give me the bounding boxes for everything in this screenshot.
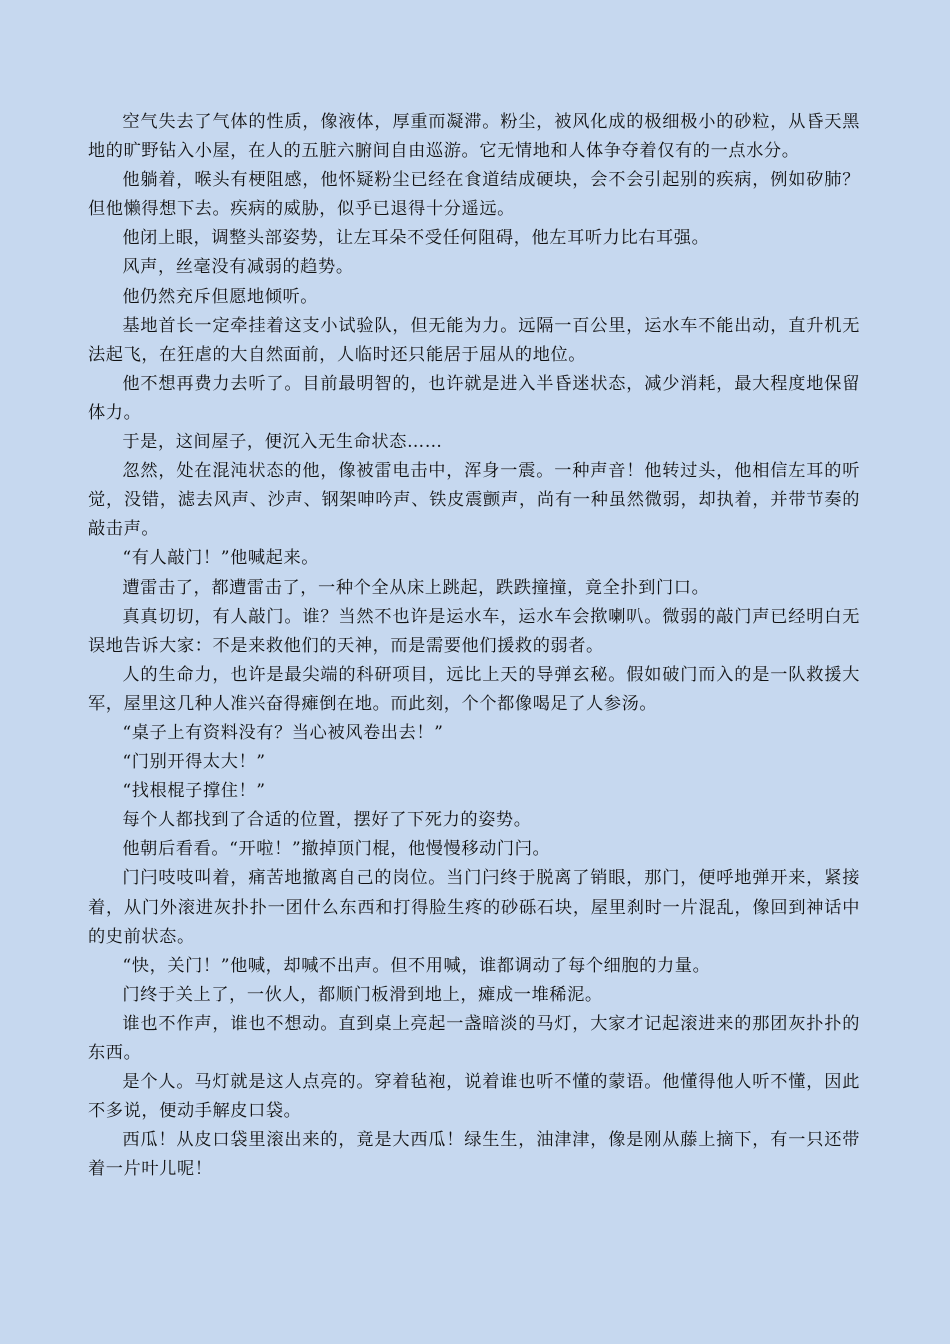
paragraph-24: 西瓜！从皮口袋里滚出来的，竟是大西瓜！绿生生，油津津，像是刚从藤上摘下，有一只还带着一片叶儿呢！ bbox=[88, 1130, 860, 1180]
paragraph-1: 空气失去了气体的性质，像液体，厚重而凝滞。粉尘，被风化成的极细极小的砂粒，从昏天黑地的旷野钻入小屋，在人的五脏六腑间自由巡游。它无情地和人体争夺着仅有的一点水分。 bbox=[88, 112, 860, 162]
paragraph-13: 人的生命力，也许是最尖端的科研项目，远比上天的导弹玄秘。假如破门而入的是一队救援大军，屋里这几种人准兴奋得瘫倒在地。而此刻，个个都像喝足了人参汤。 bbox=[88, 664, 860, 714]
document-body bbox=[88, 108, 860, 1184]
paragraph-16: “找根棍子撑住！” bbox=[122, 781, 266, 802]
paragraph-14: “桌子上有资料没有？当心被风卷出去！” bbox=[122, 722, 444, 743]
paragraph-19: 门闩吱吱叫着，痛苦地撤离自己的岗位。当门闩终于脱离了销眼，那门，便呼地弹开来，紧接着，从门外滚进灰扑扑一团什么东西和打得脸生疼的砂砾石块，屋里刹时一片混乱，像回到神话中的史前状态。 bbox=[88, 868, 860, 947]
paragraph-20: “快，关门！”他喊，却喊不出声。但不用喊，谁都调动了每个细胞的力量。 bbox=[122, 955, 711, 976]
paragraph-21: 门终于关上了，一伙人，都顺门板滑到地上，瘫成一堆稀泥。 bbox=[122, 984, 603, 1005]
paragraph-9: 忽然，处在混沌状态的他，像被雷电击中，浑身一震。一种声音！他转过头，他相信左耳的听觉，没错，滤去风声、沙声、钢架呻吟声、铁皮震颤声，尚有一种虽然微弱，却执着，并带节奏的敲击声。 bbox=[88, 461, 860, 540]
paragraph-18: 他朝后看看。“开啦！”撤掉顶门棍，他慢慢移动门闩。 bbox=[122, 839, 551, 860]
paragraph-4: 风声，丝毫没有减弱的趋势。 bbox=[122, 257, 354, 278]
paragraph-12: 真真切切，有人敲门。谁？当然不也许是运水车，运水车会揿喇叭。微弱的敲门声已经明白无误地告诉大家：不是来救他们的天神，而是需要他们援救的弱者。 bbox=[88, 606, 860, 656]
paragraph-11: 遭雷击了，都遭雷击了，一种个全从床上跳起，跌跌撞撞，竟全扑到门口。 bbox=[122, 577, 710, 598]
paragraph-7: 他不想再费力去听了。目前最明智的，也许就是进入半昏迷状态，减少消耗，最大程度地保留体力。 bbox=[88, 373, 860, 423]
paragraph-17: 每个人都找到了合适的位置，摆好了下死力的姿势。 bbox=[122, 810, 532, 831]
paragraph-22: 谁也不作声，谁也不想动。直到桌上亮起一盏暗淡的马灯，大家才记起滚进来的那团灰扑扑的东西。 bbox=[88, 1013, 860, 1063]
paragraph-3: 他闭上眼，调整头部姿势，让左耳朵不受任何阻碍，他左耳听力比右耳强。 bbox=[122, 228, 710, 249]
paragraph-10: “有人敲门！”他喊起来。 bbox=[122, 548, 320, 569]
paragraph-2: 他躺着，喉头有梗阻感，他怀疑粉尘已经在食道结成硬块，会不会引起别的疾病，例如矽肺？但他懒得想下去。疾病的威胁，似乎已退得十分遥远。 bbox=[88, 170, 860, 220]
paragraph-15: “门别开得太大！” bbox=[122, 752, 266, 773]
paragraph-8: 于是，这间屋子，便沉入无生命状态…… bbox=[122, 432, 443, 453]
paragraph-5: 他仍然充斥但愿地倾听。 bbox=[122, 286, 319, 307]
paragraph-6: 基地首长一定牵挂着这支小试验队，但无能为力。远隔一百公里，运水车不能出动，直升机无法起飞，在狂虐的大自然面前，人临时还只能居于屈从的地位。 bbox=[88, 315, 860, 365]
paragraph-23: 是个人。马灯就是这人点亮的。穿着毡袍，说着谁也听不懂的蒙语。他懂得他人听不懂，因此不多说，便动手解皮口袋。 bbox=[88, 1072, 860, 1122]
